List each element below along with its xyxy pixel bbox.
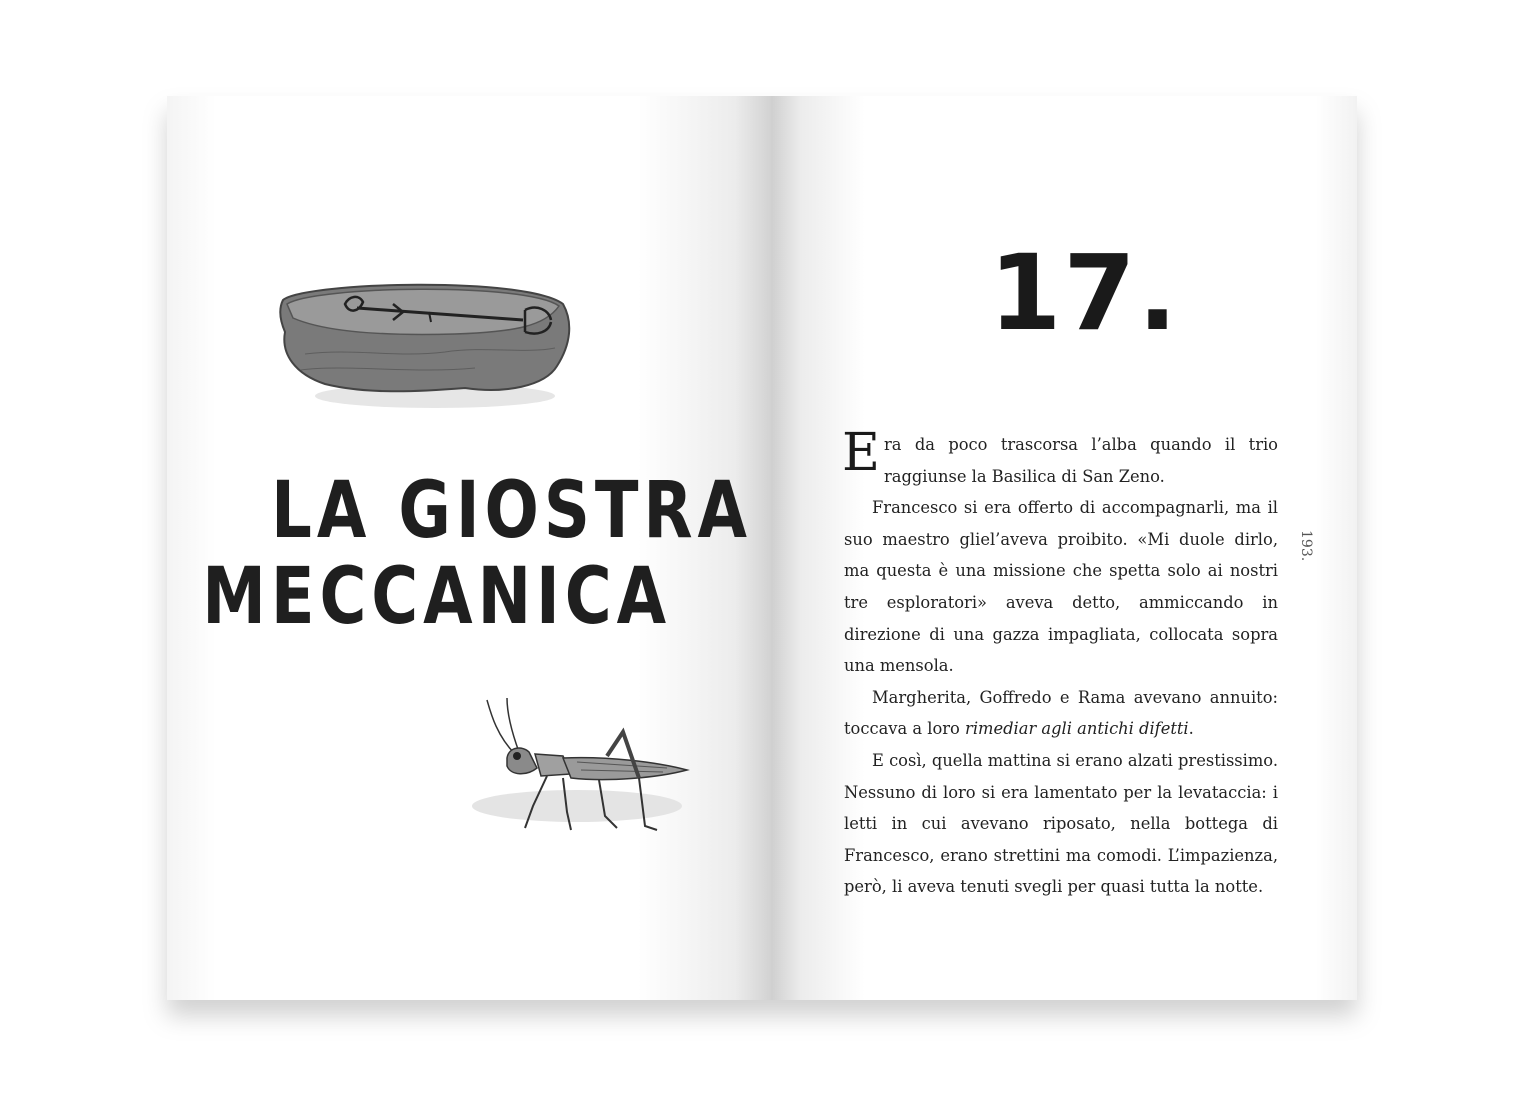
chapter-title-line-1: LA GIOSTRA	[271, 466, 752, 556]
drop-cap: E	[842, 423, 880, 483]
stone-relief-illustration	[275, 274, 575, 414]
paragraph: Francesco si era offerto di accompagnarli, ma il suo maestro gliel’aveva proibito. «Mi duole dirlo, ma questa è una missione che spetta solo ai nostri tre esploratori» aveva detto, ammiccando in direzione di una gazza impagliata, collocata sopra una mensola.	[844, 498, 1278, 676]
paragraph: Era da poco trascorsa l’alba quando il trio raggiunse la Basilica di San Zeno.	[842, 423, 1278, 486]
right-page	[771, 96, 1357, 1000]
paragraph: Margherita, Goffredo e Rama avevano annuito: toccava a loro rimediar agli antichi difetti.	[844, 687, 1278, 739]
chapter-title-line-2: MECCANICA	[202, 552, 672, 642]
italic-phrase: rimediar agli antichi difetti	[965, 719, 1189, 739]
grasshopper-illustration	[467, 696, 697, 844]
book-spread	[167, 96, 1357, 1000]
paragraph: E così, quella mattina si erano alzati prestissimo. Nessuno di loro si era lamentato per la levataccia: i letti in cui avevano riposato, nella bottega di Francesco, erano strettini ma comodi. L’impazienza, però, li aveva tenuti svegli per quasi tutta la notte.	[844, 750, 1278, 897]
left-page	[167, 96, 771, 1000]
body-text	[842, 423, 1278, 903]
page-number: 193.	[1298, 530, 1314, 562]
chapter-number: 17.	[989, 232, 1180, 354]
